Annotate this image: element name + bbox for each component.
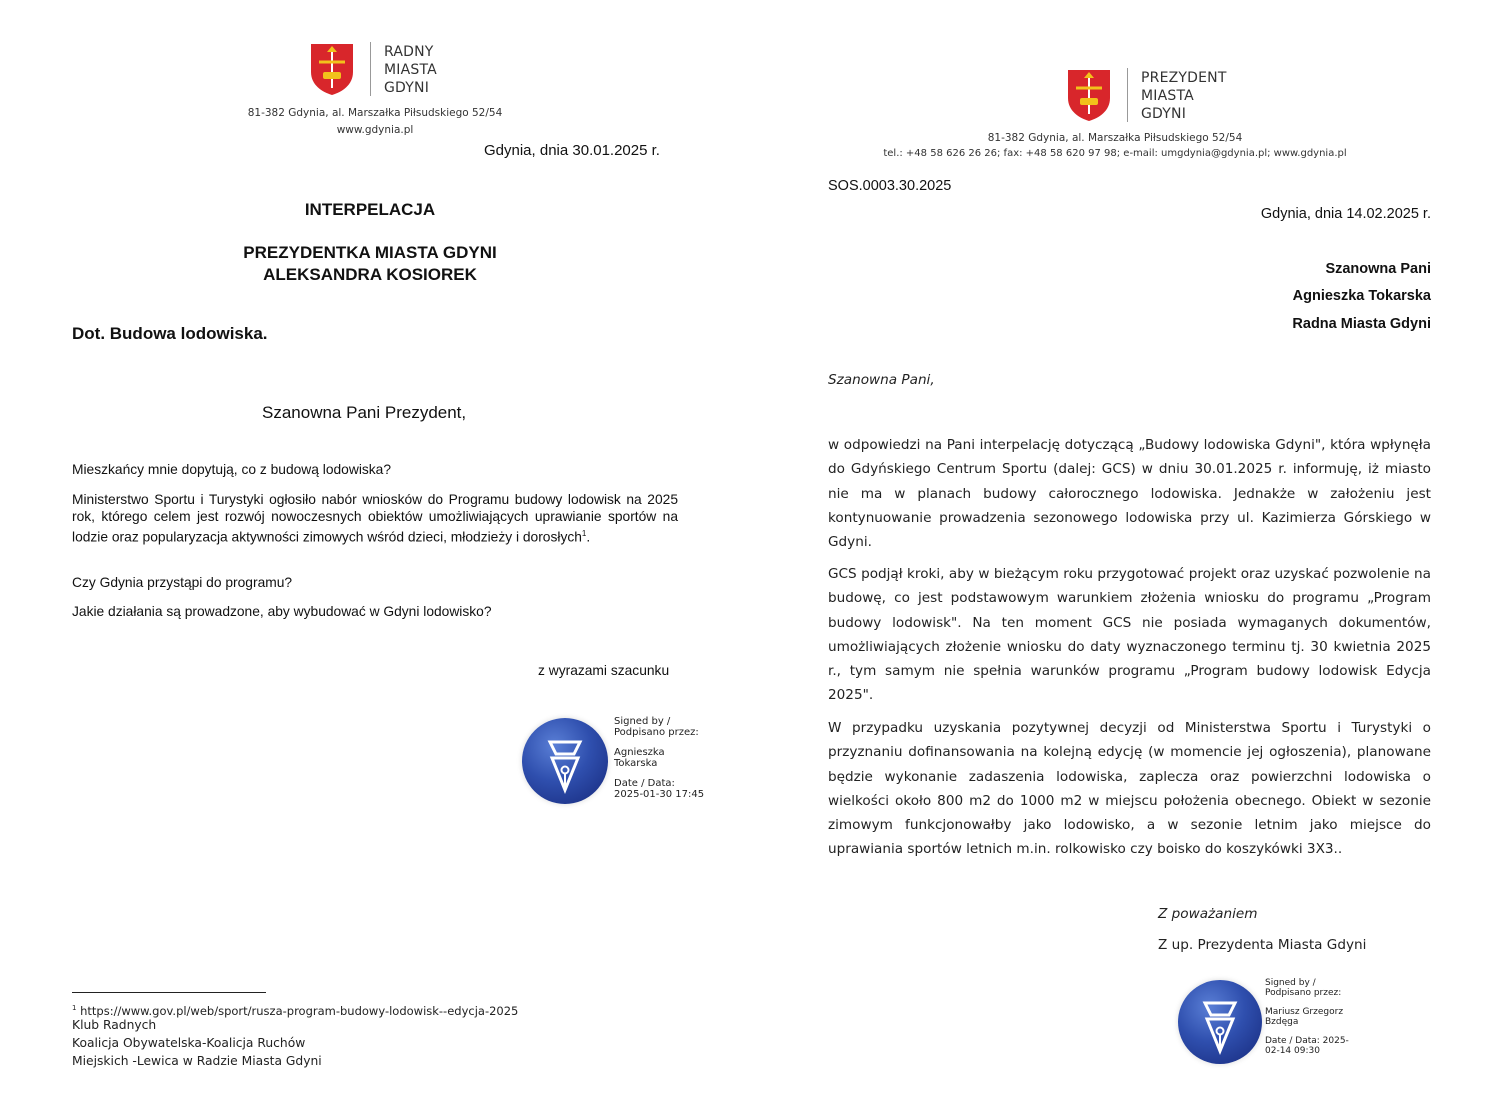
paragraph: W przypadku uzyskania pozytywnej decyzji od Ministerstwa Sportu i Turystyki o przyznaniu dofinansowania na kolejną edycję (w momencie jej ogłoszenia), planowane będzie wykonanie zadaszenia lodowiska, zaplecza oraz powierzchni lodowiska o wielkości około 800 m2 do 1000 m2 w miejscu położenia obecnego. Obiekt w sezonie zimowym funkcjonowałby jako lodowisko, a w sezonie letnim jako miejsce do uprawiania sportów letnich m.in. rolkowisko czy boisko do koszykówki 3X3.. xyxy=(828,720,1431,858)
right-letter-page xyxy=(755,0,1500,1115)
office-address: 81-382 Gdynia, al. Marszałka Piłsudskiego 52/54 xyxy=(247,107,503,119)
addressee-line1: PREZYDENTKA MIASTA GDYNI xyxy=(243,243,497,262)
gdynia-crest-icon xyxy=(309,42,355,96)
document-type: INTERPELACJA xyxy=(304,200,436,219)
addressee-line2: ALEKSANDRA KOSIOREK xyxy=(263,265,477,284)
paragraph: Mieszkańcy mnie dopytują, co z budową lodowiska? xyxy=(72,462,392,477)
reference-number: SOS.0003.30.2025 xyxy=(828,178,952,194)
recipient-line1: Szanowna Pani xyxy=(1325,261,1431,277)
footnote: $^1$ https://www.gov.pl/web/sport/rusza-program-budowy-lodowisk--edycja-2025 xyxy=(72,1003,519,1018)
letter-date: Gdynia, dnia 30.01.2025 r. xyxy=(484,142,660,159)
signature-block: Signed by / Podpisano przez: Agnieszka Tokarska Date / Data: 2025-01-30 17:45 xyxy=(614,716,705,800)
paragraph: GCS podjął kroki, aby w bieżącym roku przygotować projekt oraz uzyskać pozwolenie na budowę, co jest podstawowym warunkiem złożenia wniosku do programu „Program budowy lodowisk". Na ten moment GCS nie posiada wymaganych dokumentów, umożliwiających złożenie wniosku do daty wyznaczonego terminu tj. 30 kwietnia 2025 r., tym samym nie spełnia warunków programu „Program budowy lodowisk Edycja 2025". xyxy=(828,566,1431,704)
recipient-line3: Radna Miasta Gdyni xyxy=(1292,316,1431,332)
paragraph: w odpowiedzi na Pani interpelację dotyczącą „Budowy lodowiska Gdyni", która wpłynęła do Gdyńskiego Centrum Sportu (dalej: GCS) w dniu 30.01.2025 r. informuję, iż miasto nie ma w planach budowy całorocznego lodowiska. Jednakże w założeniu jest kontynuowanie prowadzenia sezonowego lodowiska przy ul. Kazimierza Górskiego w Gdyni. xyxy=(828,437,1431,551)
office-address: 81-382 Gdynia, al. Marszałka Piłsudskiego 52/54 xyxy=(987,132,1243,144)
closing: Z poważaniem xyxy=(1158,906,1258,922)
office-label: PREZYDENT MIASTA GDYNI xyxy=(1141,70,1227,122)
footer-line: Koalicja Obywatelska-Koalicja Ruchów xyxy=(72,1036,306,1050)
closing-authority: Z up. Prezydenta Miasta Gdyni xyxy=(1158,937,1367,953)
recipient-line2: Agnieszka Tokarska xyxy=(1292,288,1431,304)
paragraph: Jakie działania są prowadzone, aby wybudować w Gdyni lodowisko? xyxy=(72,604,492,619)
closing: z wyrazami szacunku xyxy=(538,663,670,678)
salutation: Szanowna Pani, xyxy=(828,372,935,388)
header-divider xyxy=(1127,68,1128,122)
footnote-rule xyxy=(72,992,266,993)
footnote-marker: 1 xyxy=(581,529,587,538)
signature-seal-icon xyxy=(1178,980,1262,1064)
footnote-link[interactable]: https://www.gov.pl/web/sport/rusza-program-budowy-lodowisk--edycja-2025 xyxy=(80,1003,519,1018)
signature-block: Signed by / Podpisano przez: Mariusz Grzegorz Bzdęga Date / Data: 2025- 02-14 09:30 xyxy=(1265,978,1349,1056)
letter-date: Gdynia, dnia 14.02.2025 r. xyxy=(1260,206,1431,222)
footer-line: Klub Radnych xyxy=(72,1018,157,1032)
letter-subject: Dot. Budowa lodowiska. xyxy=(72,324,268,343)
paragraph: Ministerstwo Sportu i Turystyki ogłosiło nabór wniosków do Programu budowy lodowisk na 2025 rok, którego celem jest rozwój nowoczesnych obiektów umożliwiających uprawianie sportów na lodzie oraz popularyzacja aktywności zimowych wśród dzieci, młodzieży i dorosłych$^1$. xyxy=(72,492,678,545)
gdynia-crest-icon xyxy=(1066,68,1112,122)
office-website: www.gdynia.pl xyxy=(336,124,414,136)
paragraph: Czy Gdynia przystąpi do programu? xyxy=(72,575,293,590)
office-contact: tel.: +48 58 626 26 26; fax: +48 58 620 97 98; e-mail: umgdynia@gdynia.pl; www.gdynia.pl xyxy=(883,148,1347,159)
office-label: RADNY MIASTA GDYNI xyxy=(384,44,437,96)
header-divider xyxy=(370,42,371,96)
salutation: Szanowna Pani Prezydent, xyxy=(262,403,467,422)
signature-seal-icon xyxy=(522,718,608,804)
footer-line: Miejskich -Lewica w Radzie Miasta Gdyni xyxy=(72,1054,322,1068)
